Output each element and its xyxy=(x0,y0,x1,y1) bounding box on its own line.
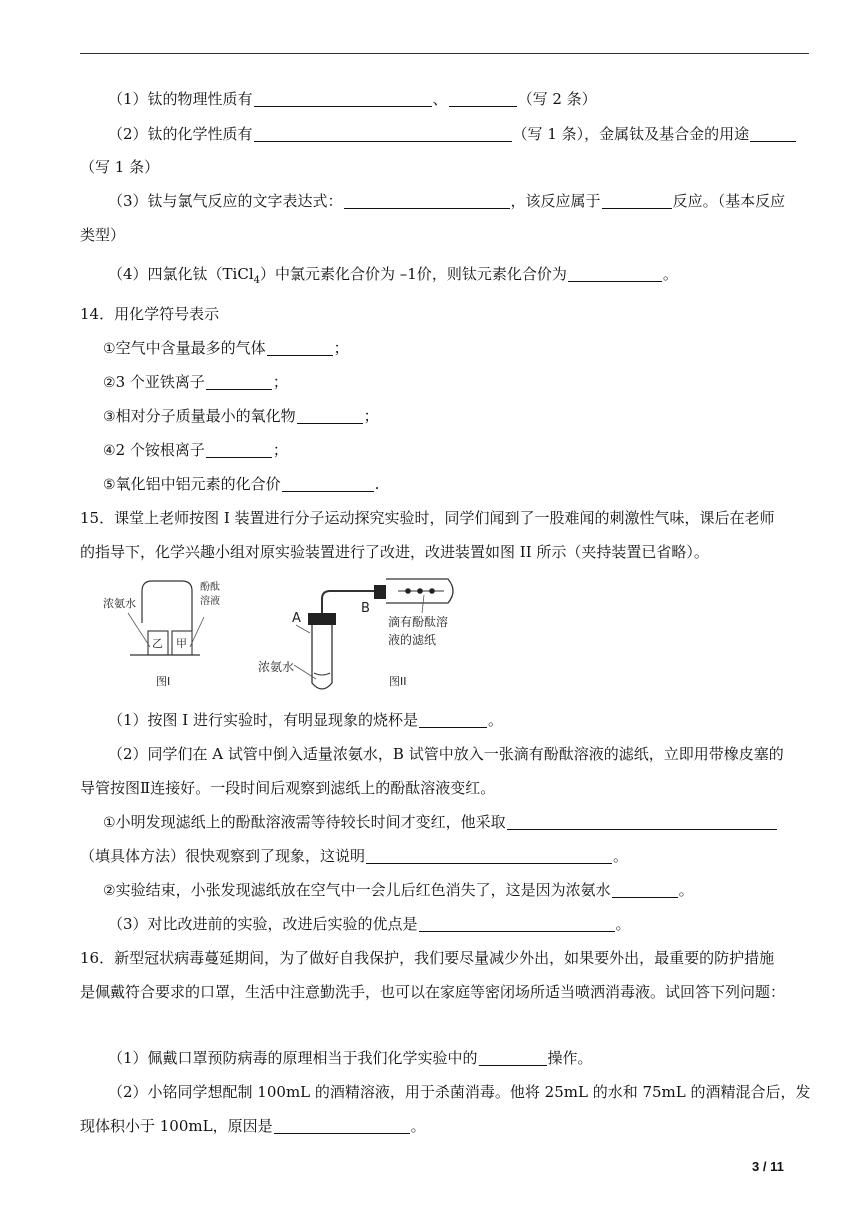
q13-part3: （3）钛与氯气反应的文字表达式： ，该反应属于 反应。（基本反应 xyxy=(108,192,786,210)
q15-part2-line1: （2）同学们在 A 试管中倒入适量浓氨水，B 试管中放入一张滴有酚酞溶液的滤纸，立即用带橡皮塞的 xyxy=(108,745,784,763)
answer-blank[interactable] xyxy=(507,814,777,830)
answer-blank[interactable] xyxy=(602,193,672,209)
figure-1-apparatus: 浓氨水 酚酞 溶液 乙 甲 图I xyxy=(100,573,210,693)
q16-stem-1: 16．新型冠状病毒蔓延期间，为了做好自我保护，我们要尽量减少外出，如果要外出，最重要的防护措施 xyxy=(80,949,775,967)
q15-part1: （1）按图 I 进行实验时，有明显现象的烧杯是 。 xyxy=(108,711,504,729)
answer-blank[interactable] xyxy=(419,916,615,932)
q14-title: 14．用化学符号表示 xyxy=(80,305,220,323)
q14-item-2: ②3 个亚铁离子 ； xyxy=(103,373,288,391)
q15-stem-1: 15．课堂上老师按图 I 装置进行分子运动探究实验时，同学们闻到了一股难闻的刺激性气味，课后在老师 xyxy=(80,509,775,527)
formula: TiCl xyxy=(222,265,254,283)
page-number: 3 / 11 xyxy=(752,1159,784,1174)
q13-p1-text: （1）钛的物理性质有 xyxy=(108,90,253,108)
q14-item-5: ⑤氧化铝中铝元素的化合价 . xyxy=(103,475,380,493)
answer-blank[interactable] xyxy=(274,1118,410,1134)
answer-blank[interactable] xyxy=(267,340,333,356)
q13-part4: （4）四氯化钛（TiCl$_4$）中氯元素化合价为 –1价，则钛元素化合价为 。 xyxy=(108,265,678,286)
answer-blank[interactable] xyxy=(206,442,272,458)
header-rule xyxy=(80,53,809,54)
answer-blank[interactable] xyxy=(254,126,512,142)
q13-part2: （2）钛的化学性质有 （写 1 条），金属钛及基合金的用途 xyxy=(108,123,837,145)
answer-blank[interactable] xyxy=(254,91,432,107)
answer-blank[interactable] xyxy=(344,193,510,209)
q14-item-1: ①空气中含量最多的气体 ； xyxy=(103,339,349,357)
answer-blank[interactable] xyxy=(419,712,487,728)
answer-blank[interactable] xyxy=(282,476,374,492)
q16-part1: （1）佩戴口罩预防病毒的原理相当于我们化学实验中的 操作。 xyxy=(108,1049,593,1067)
q15-part2-line2: 导管按图Ⅱ连接好。一段时间后观察到滤纸上的酚酞溶液变红。 xyxy=(80,779,496,797)
answer-blank[interactable] xyxy=(366,848,612,864)
answer-blank[interactable] xyxy=(479,1050,547,1066)
answer-blank[interactable] xyxy=(612,882,678,898)
answer-blank[interactable] xyxy=(568,266,662,282)
answer-blank[interactable] xyxy=(297,408,363,424)
figure-2-apparatus: A B 滴有酚酞溶 液的滤纸 浓氨水 图II xyxy=(252,573,462,695)
q13-part2-cont: （写 1 条） xyxy=(80,158,160,176)
q15-stem-2: 的指导下，化学兴趣小组对原实验装置进行了改进，改进装置如图 II 所示（夹持装置已省略）。 xyxy=(80,543,709,561)
q16-part2-line2: 现体积小于 100mL，原因是 。 xyxy=(80,1117,426,1135)
q13-part3-cont: 类型） xyxy=(80,226,126,244)
q14-item-4: ④2 个铵根离子 ； xyxy=(103,441,288,459)
q14-item-3: ③相对分子质量最小的氧化物 ； xyxy=(103,407,379,425)
q15-part3: （3）对比改进前的实验，改进后实验的优点是 。 xyxy=(108,915,631,933)
answer-blank[interactable] xyxy=(750,126,796,142)
q15-sub2: ②实验结束，小张发现滤纸放在空气中一会儿后红色消失了，这是因为浓氨水 。 xyxy=(103,881,694,899)
q16-part2-line1: （2）小铭同学想配制 100mL 的酒精溶液，用于杀菌消毒。他将 25mL 的水和 75mL 的酒精混合后，发 xyxy=(108,1083,811,1101)
q15-sub1-cont: （填具体方法）很快观察到了现象，这说明 。 xyxy=(80,847,629,865)
answer-blank[interactable] xyxy=(206,374,272,390)
q13-part1: （1）钛的物理性质有 、 （写 2 条） xyxy=(108,90,597,108)
q16-stem-2: 是佩戴符合要求的口罩，生活中注意勤洗手，也可以在家庭等密闭场所适当喷洒消毒液。试回答下列问题： xyxy=(80,983,786,1001)
q15-sub1: ①小明发现滤纸上的酚酞溶液需等待较长时间才变红，他采取 xyxy=(103,811,832,834)
figure-1-drawing xyxy=(100,573,210,693)
answer-blank[interactable] xyxy=(449,91,517,107)
